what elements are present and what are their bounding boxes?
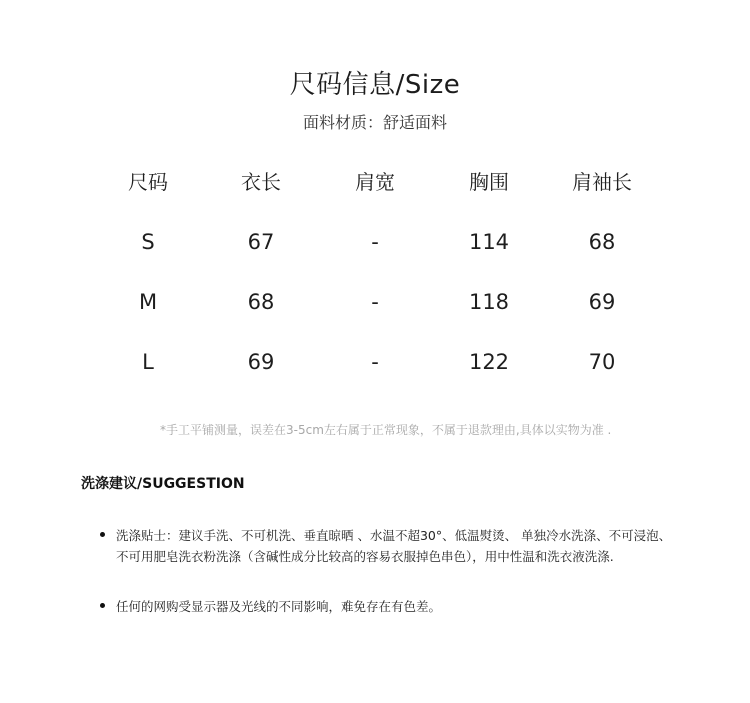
table-cell: 67 [247, 230, 275, 254]
table-cell: - [371, 350, 379, 374]
header-cell-shoulder: 肩宽 [355, 170, 395, 194]
table-cell: - [371, 290, 379, 314]
table-row [0, 222, 750, 282]
washing-section-title: 洗涤建议/SUGGESTION [81, 476, 245, 492]
size-table [0, 162, 750, 402]
table-row [0, 282, 750, 342]
header-cell-chest: 胸围 [469, 170, 509, 194]
table-cell: L [142, 350, 154, 374]
table-cell: 69 [247, 350, 275, 374]
header-cell-size: 尺码 [128, 170, 168, 194]
color-difference-note [116, 596, 660, 617]
table-cell: S [141, 230, 155, 254]
table-cell: 68 [588, 230, 616, 254]
size-table-header-row [0, 162, 750, 222]
table-cell: 122 [468, 350, 510, 374]
washing-tips-line-1: 洗涤贴士：建议手洗、不可机洗、垂直晾晒 、水温不超30°、低温熨烫、 单独冷水洗涤、不可浸泡、 [116, 528, 672, 543]
header-cell-length: 衣长 [241, 170, 281, 194]
list-item [100, 596, 660, 617]
table-row [0, 342, 750, 402]
table-cell: M [138, 290, 158, 314]
washing-tips-line-2: 不可用肥皂洗衣粉洗涤（含碱性成分比较高的容易衣服掉色串色），用中性温和洗衣液洗涤. [116, 549, 614, 564]
bullet-dot-icon [100, 532, 105, 537]
measurement-note: *手工平铺测量，误差在3-5cm左右属于正常现象，不属于退款理由,具体以实物为准 . [160, 423, 612, 437]
table-cell: 114 [468, 230, 510, 254]
page-title: 尺码信息/Size [289, 70, 461, 100]
washing-tips-text [116, 525, 672, 567]
color-difference-line: 任何的网购受显示器及光线的不同影响，难免存在有色差。 [116, 599, 442, 614]
table-cell: 68 [247, 290, 275, 314]
table-cell: 69 [588, 290, 616, 314]
table-cell: 70 [588, 350, 616, 374]
list-item [100, 525, 672, 567]
bullet-dot-icon [100, 603, 105, 608]
material-info: 面料材质：舒适面料 [302, 113, 447, 132]
header-cell-sleeve: 肩袖长 [572, 170, 632, 194]
table-cell: 118 [468, 290, 510, 314]
table-cell: - [371, 230, 379, 254]
